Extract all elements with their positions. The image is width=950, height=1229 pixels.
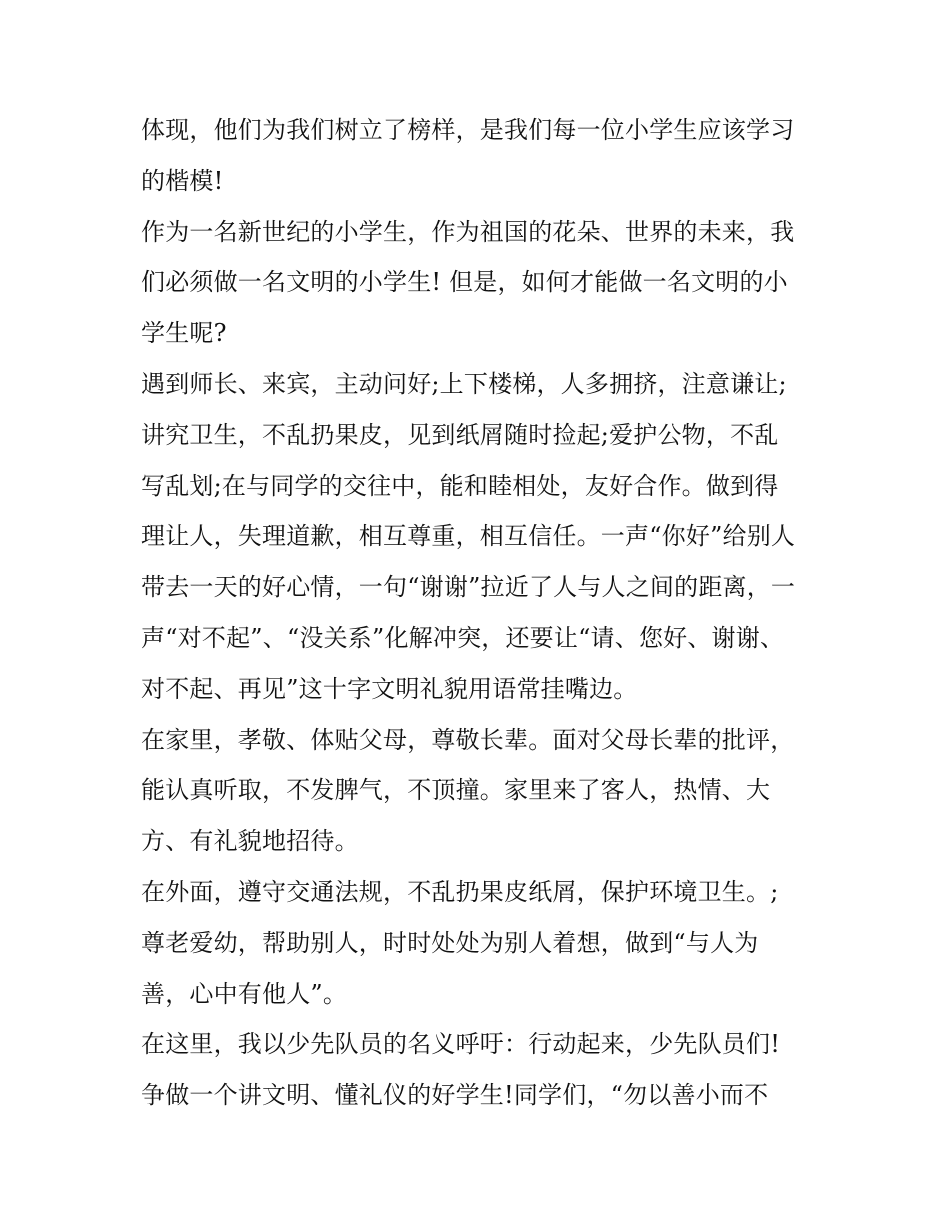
text-line: 声“对不起”、“没关系”化解冲突，还要让“请、您好、谢谢、 <box>141 623 785 652</box>
text-line: 方、有礼貌地招待。 <box>141 827 359 856</box>
text-line: 在外面，遵守交通法规，不乱扔果皮纸屑，保护环境卫生。; <box>141 877 779 906</box>
text-line: 理让人，失理道歉，相互尊重，相互信任。一声“你好”给别人 <box>141 522 796 551</box>
text-line: 写乱划;在与同学的交往中，能和睦相处，友好合作。做到得 <box>141 471 779 500</box>
text-line: 们必须做一名文明的小学生! 但是，如何才能做一名文明的小 <box>141 268 788 297</box>
text-line: 讲究卫生，不乱扔果皮，见到纸屑随时捡起;爱护公物，不乱 <box>141 420 779 449</box>
text-line: 在家里，孝敬、体贴父母，尊敬长辈。面对父母长辈的批评， <box>141 725 795 754</box>
document-body <box>141 105 821 1121</box>
text-line: 带去一天的好心情，一句“谢谢”拉近了人与人之间的距离，一 <box>141 573 796 602</box>
text-line: 争做一个讲文明、懂礼仪的好学生!同学们，“勿以善小而不 <box>141 1081 769 1110</box>
text-line: 在这里，我以少先队员的名义呼吁：行动起来，少先队员们! <box>141 1030 781 1059</box>
text-line: 学生呢? <box>141 319 227 348</box>
text-line: 遇到师长、来宾，主动问好;上下楼梯，人多拥挤，注意谦让; <box>141 369 787 398</box>
text-line: 体现，他们为我们树立了榜样，是我们每一位小学生应该学习 <box>141 116 795 144</box>
text-line: 尊老爱幼，帮助别人，时时处处为别人着想，做到“与人为 <box>141 928 759 957</box>
text-line: 能认真听取，不发脾气，不顶撞。家里来了客人，热情、大 <box>141 776 771 805</box>
text-line: 善，心中有他人”。 <box>141 979 348 1008</box>
text-line: 作为一名新世纪的小学生，作为祖国的花朵、世界的未来，我 <box>141 217 795 246</box>
text-line: 对不起、再见”这十字文明礼貌用语常挂嘴边。 <box>141 674 638 703</box>
text-line: 的楷模! <box>141 166 224 195</box>
